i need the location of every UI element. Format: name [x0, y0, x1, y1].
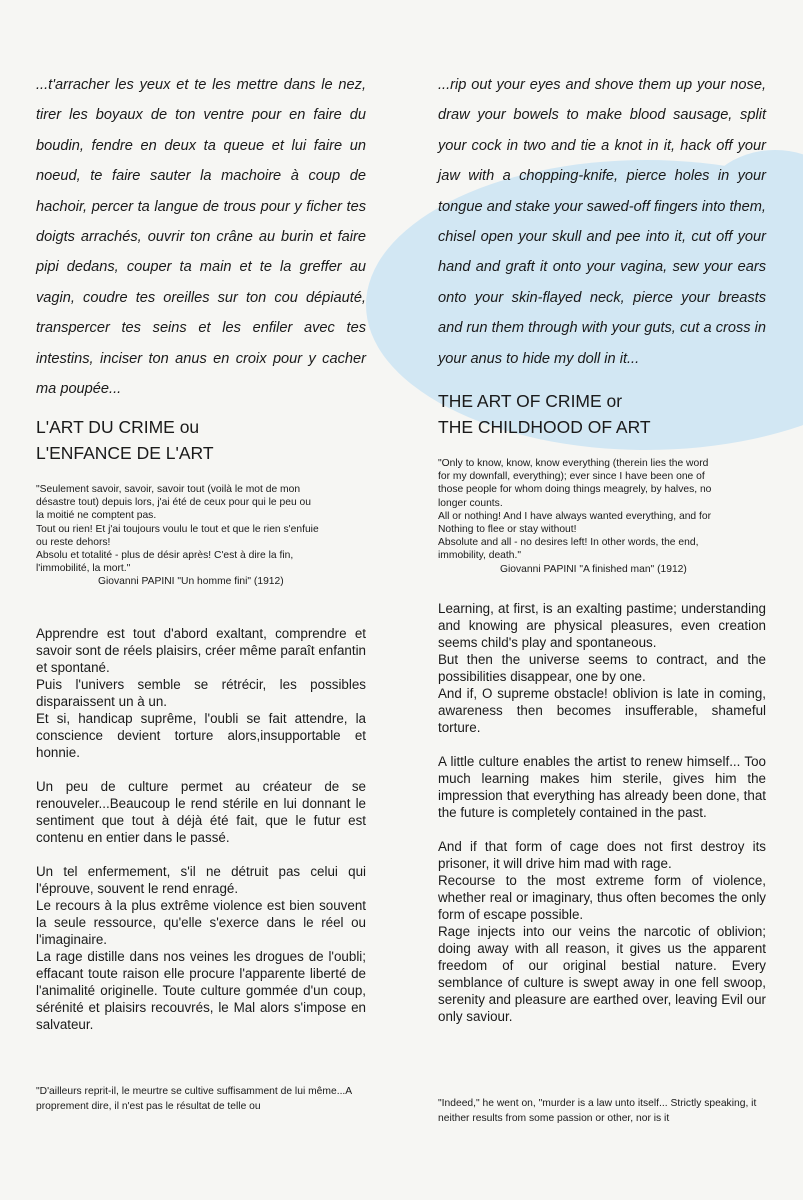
body-paragraph: Apprendre est tout d'abord exaltant, comprendre et savoir sont de réels plaisirs, créer même paraît enfantin et spontané. [36, 626, 366, 675]
quote-line: All or nothing! And I have always wanted everything, and for [438, 510, 712, 522]
quote-line: immobility, death." [438, 550, 522, 562]
french-footer-text: "D'ailleurs reprit-il, le meurtre se cultive suffisamment de lui même...A proprement dire, il n'est pas le résultat de telle ou [36, 1086, 352, 1112]
french-heading [36, 414, 366, 466]
english-heading-line2: THE CHILDHOOD OF ART [438, 417, 651, 437]
quote-line: "Only to know, know, know everything (therein lies the word [438, 458, 709, 469]
body-paragraph: Un peu de culture permet au créateur de se renouveler...Beaucoup le rend stérile en lui donnant le sentiment que tout à déjà été fait, que le futur est contenu en entier dans le passé. [36, 779, 366, 845]
body-paragraph: Puis l'univers semble se rétrécir, les possibles disparaissent un à un. [36, 677, 366, 709]
french-heading-line1: L'ART DU CRIME ou [36, 417, 200, 437]
quote-citation: Giovanni PAPINI "Un homme fini" (1912) [98, 576, 284, 588]
english-body [438, 600, 766, 1025]
english-heading [438, 388, 766, 440]
french-poem: ...t'arracher les yeux et te les mettre dans le nez, tirer les boyaux de ton ventre pour en faire du boudin, fendre en deux ta queue et lui faire un noeud, te faire sauter la machoire à coup de hachoir, percer ta langue de trous pour y ficher tes doigts arrachés, ouvrir ton crâne au burin et faire pipi dedans, couper ta main et te la greffer au vagin, coudre tes oreilles sur ton cou dépiauté, transpercer tes seins et les enfiler avec tes intestins, inciser ton anus en croix pour y cacher ma poupée... [36, 77, 366, 398]
body-paragraph: Learning, at first, is an exalting pastime; understanding and knowing are physical pleasures, even creation seems child's play and spontaneous. [438, 601, 766, 650]
quote-line: désastre tout) depuis lors, j'ai été de ceux pour qui le peu ou [36, 497, 312, 509]
body-paragraph: Un tel enfermement, s'il ne détruit pas celui qui l'éprouve, souvent le rend enragé. [36, 864, 366, 896]
french-quote [36, 483, 366, 589]
quote-line: la moitié ne comptent pas. [36, 510, 157, 522]
paragraph-gap [438, 821, 766, 838]
body-paragraph: A little culture enables the artist to renew himself... Too much learning makes him sterile, gives him the impression that everything has already been done, that the future is completely contained in the past. [438, 754, 766, 820]
quote-line: Tout ou rien! Et j'ai toujours voulu le tout et que le rien s'enfuie [36, 523, 319, 535]
quote-line: l'immobilité, la mort." [36, 563, 131, 575]
body-paragraph: Et si, handicap suprême, l'oubli se fait attendre, la conscience devient torture alors,insupportable et honnie. [36, 711, 366, 760]
body-paragraph: Recourse to the most extreme form of violence, whether real or imaginary, thus often becomes the only form of escape possible. [438, 873, 766, 922]
quote-citation: Giovanni PAPINI "A finished man" (1912) [500, 563, 687, 575]
quote-line: for my downfall, everything); ever since I have been one of [438, 471, 705, 483]
quote-line: Absolu et totalité - plus de désir après! C'est à dire la fin, [36, 550, 294, 562]
quote-line: Nothing to flee or stay without! [438, 524, 577, 536]
body-paragraph: Le recours à la plus extrême violence est bien souvent la seule ressource, qu'elle s'exerce dans le réel ou l'imaginaire. [36, 898, 366, 947]
body-paragraph: And if that form of cage does not first destroy its prisoner, it will drive him mad with rage. [438, 839, 766, 871]
english-quote [438, 457, 766, 576]
body-paragraph: But then the universe seems to contract, and the possibilities disappear, one by one. [438, 652, 766, 684]
paragraph-gap [36, 761, 366, 778]
english-heading-line1: THE ART OF CRIME or [438, 391, 623, 411]
body-paragraph: La rage distille dans nos veines les drogues de l'oubli; effacant toute raison elle procure l'apparente liberté de l'animalité originelle. Toute culture gommée d'un coup, sérénité et plaisirs recouvrés, le Mal alors s'impose en salvateur. [36, 949, 366, 1032]
quote-line: ou reste dehors! [36, 536, 111, 548]
quote-line: "Seulement savoir, savoir, savoir tout (voilà le mot de mon [36, 484, 301, 495]
quote-line: those people for whom doing things meagrely, by halves, no [438, 484, 712, 496]
paragraph-gap [36, 846, 366, 863]
body-paragraph: And if, O supreme obstacle! oblivion is late in coming, awareness then becomes insufferable, shameful torture. [438, 686, 766, 735]
english-footer-text: "Indeed," he went on, "murder is a law unto itself... Strictly speaking, it neither results from some passion or other, nor is it [438, 1098, 757, 1124]
paragraph-gap [438, 736, 766, 753]
quote-line: longer counts. [438, 497, 503, 509]
french-body [36, 625, 366, 1033]
english-poem: ...rip out your eyes and shove them up your nose, draw your bowels to make blood sausage, split your cock in two and tie a knot in it, hack off your jaw with a chopping-knife, pierce holes in your tongue and stake your sawed-off fingers into them, chisel open your skull and pee into it, cut off your hand and graft it onto your vagina, sew your ears onto your skin-flayed neck, pierce your breasts and run them through with your guts, cut a cross in your anus to hide my doll in it... [438, 77, 766, 367]
french-heading-line2: L'ENFANCE DE L'ART [36, 443, 214, 463]
quote-line: Absolute and all - no desires left! In other words, the end, [438, 537, 699, 549]
body-paragraph: Rage injects into our veins the narcotic of oblivion; doing away with all reason, it gives us the apparent freedom of our original bestial nature. Every semblance of culture is swept away in one fell swoop, serenity and pleasure are earthed over, leaving Evil our only saviour. [438, 924, 766, 1024]
